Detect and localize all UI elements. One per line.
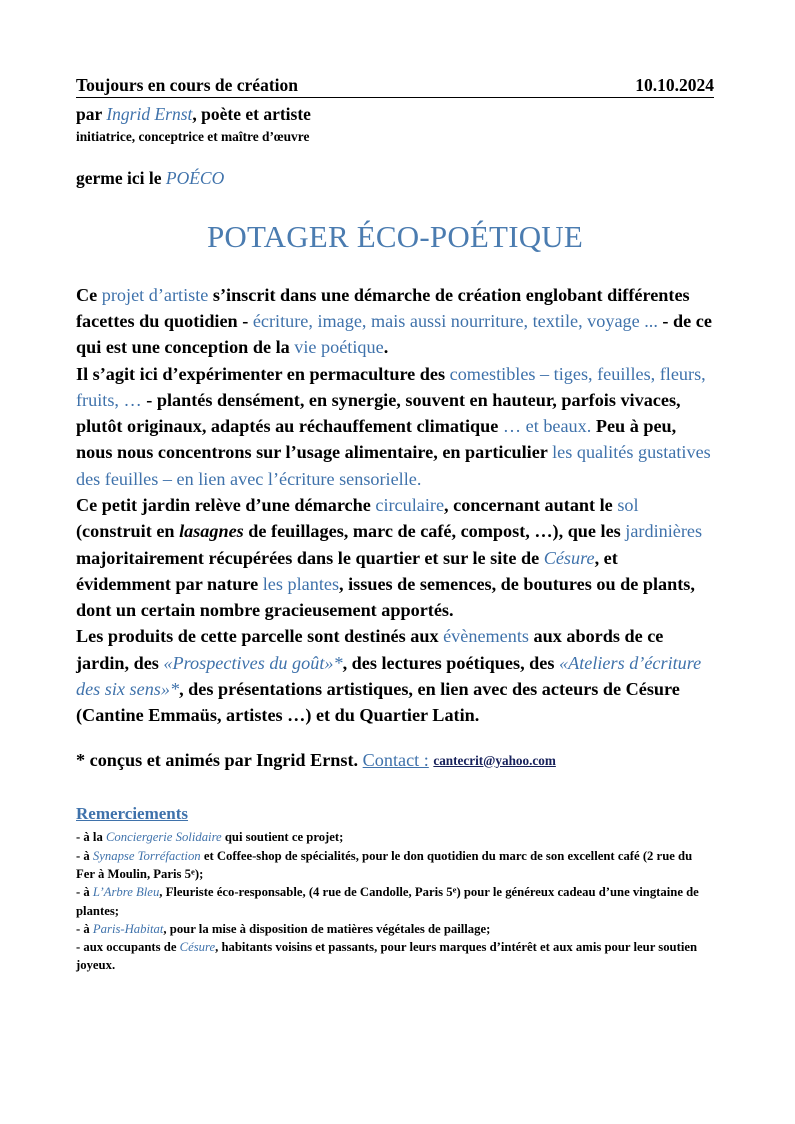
list-item [76, 938, 714, 975]
germe-prefix: germe ici le [76, 168, 166, 189]
p3-highlight-circulaire: circulaire [375, 494, 445, 515]
poeco-name: POÉCO [165, 168, 225, 189]
p1-highlight-vie-poetique: vie poétique [294, 337, 384, 358]
contact-label: Contact : [362, 749, 429, 770]
p4-highlight-ateliers: «Ateliers d’écriture des six sens»* [76, 652, 702, 700]
p4-seg7: , des présentations artistiques, en lien avec des acteurs de Césure (Cantine Emmaüs, artistes …) et du Quartier Latin. [76, 679, 680, 726]
p3-highlight-sol: sol [617, 494, 639, 515]
document-body [76, 282, 714, 729]
p2-highlight-comestibles: comestibles – tiges, feuilles, fleurs, fruits, … [76, 363, 706, 410]
author-name: Ingrid Ernst [106, 104, 193, 125]
p3-seg9: majoritairement récupérées dans le quartier et sur le site de [76, 547, 544, 568]
p1-seg3: s’inscrit dans une démarche de création englobant différentes facettes du quotidien - [76, 284, 690, 331]
p1-seg7: . [383, 337, 389, 358]
ack-3-name: Paris-Habitat [92, 921, 164, 936]
document-header [76, 74, 714, 98]
contact-footnote: * conçus et animés par Ingrid Ernst. [76, 749, 363, 770]
byline-suffix: , poète et artiste [192, 104, 311, 125]
list-item [76, 847, 714, 884]
contact-email-link[interactable]: cantecrit@yahoo.com [433, 752, 556, 768]
acknowledgements-title: Remerciements [76, 804, 189, 824]
p3-highlight-jardinieres: jardinières [625, 521, 703, 542]
p3-seg7: de feuillages, marc de café, compost, …), que les [243, 521, 626, 542]
p2-highlight-et-beaux: … et beaux. [502, 416, 592, 437]
ack-0-suffix: qui soutient ce projet; [221, 830, 344, 845]
paragraph-2 [76, 361, 714, 492]
byline-prefix: par [76, 104, 107, 125]
acknowledgements-list [76, 828, 714, 974]
ack-2-ordinal: e [452, 884, 457, 895]
p3-seg3: , concernant autant le [444, 494, 618, 515]
contact-line [76, 748, 714, 773]
list-item [76, 828, 714, 846]
p1-seg1: Ce [76, 284, 102, 305]
p2-seg1: Il s’agit ici d’expérimenter en permaculture des [76, 363, 450, 384]
acknowledgements-section [76, 803, 714, 975]
p4-seg5: , des lectures poétiques, des [342, 652, 559, 673]
ack-1-suffix: et Coffee-shop de spécialités, pour le don quotidien du marc de son excellent café (2 rue du Fer à Moulin, Paris 5 [76, 848, 693, 881]
ack-0-prefix: - à la [76, 830, 106, 845]
paragraph-1 [76, 282, 714, 361]
p3-seg5: (construit en [76, 521, 180, 542]
p1-seg5: - de ce qui est une conception de la [76, 310, 712, 358]
ack-1-ordinal: e [191, 866, 195, 877]
author-roles: initiatrice, conceptrice et maître d’œuvre [76, 128, 310, 144]
p3-italic-lasagnes: lasagnes [179, 521, 244, 542]
ack-4-suffix: , habitants voisins et passants, pour leurs marques d’intérêt et aux amis pour leur soutien joyeux. [76, 940, 698, 973]
ack-1-tail: ); [194, 866, 204, 881]
header-status: Toujours en cours de création [76, 74, 490, 98]
ack-2-prefix: - à [76, 885, 93, 900]
paragraph-4 [76, 623, 714, 728]
document-page [76, 0, 714, 1124]
ack-2-name: L’Arbre Bleu [92, 885, 160, 900]
ack-2-suffix: , Fleuriste éco-responsable, (4 rue de Candolle, Paris 5 [159, 885, 453, 900]
p3-seg13: , issues de semences, de boutures ou de plants, dont un certain nombre gracieusement apportés. [76, 573, 695, 621]
ack-0-name: Conciergerie Solidaire [105, 830, 222, 845]
list-item [76, 920, 714, 938]
header-date: 10.10.2024 [490, 74, 714, 98]
p3-highlight-cesure: Césure [543, 547, 595, 568]
ack-4-name: Césure [179, 940, 216, 955]
p3-highlight-plantes: les plantes [262, 573, 340, 594]
paragraph-3 [76, 492, 714, 623]
p3-seg1: Ce petit jardin relève d’une démarche [76, 494, 376, 515]
ack-2-tail: ) pour le généreux cadeau d’une vingtaine de plantes; [76, 885, 699, 918]
ack-1-prefix: - à [76, 848, 93, 863]
byline [76, 103, 714, 126]
p1-highlight-facettes: écriture, image, mais aussi nourriture, textile, voyage ... [252, 310, 658, 331]
list-item [76, 883, 714, 920]
p2-seg5: Peu à peu, nous nous concentrons sur l’usage alimentaire, en particulier [76, 416, 677, 463]
ack-3-suffix: , pour la mise à disposition de matières végétales de paillage; [163, 921, 491, 936]
ack-3-prefix: - à [76, 921, 93, 936]
germe-line [76, 167, 714, 190]
p4-highlight-prospectives: «Prospectives du goût»* [163, 652, 343, 673]
p2-highlight-qualites: les qualités gustatives des feuilles – en lien avec l’écriture sensorielle. [76, 442, 711, 489]
p2-seg3: - plantés densément, en synergie, souvent en hauteur, parfois vivaces, plutôt originaux, adaptés au réchauffement climatique [76, 389, 681, 437]
p4-seg3: aux abords de ce jardin, des [76, 626, 664, 673]
p3-seg11: , et évidemment par nature [76, 547, 618, 594]
p1-highlight-projet: projet d’artiste [101, 284, 209, 305]
ack-4-prefix: - aux occupants de [76, 940, 180, 955]
ack-1-name: Synapse Torréfaction [92, 848, 201, 863]
page-title: POTAGER ÉCO-POÉTIQUE [206, 218, 584, 254]
p4-highlight-evenements: évènements [443, 626, 529, 647]
p4-seg1: Les produits de cette parcelle sont destinés aux [76, 626, 444, 647]
